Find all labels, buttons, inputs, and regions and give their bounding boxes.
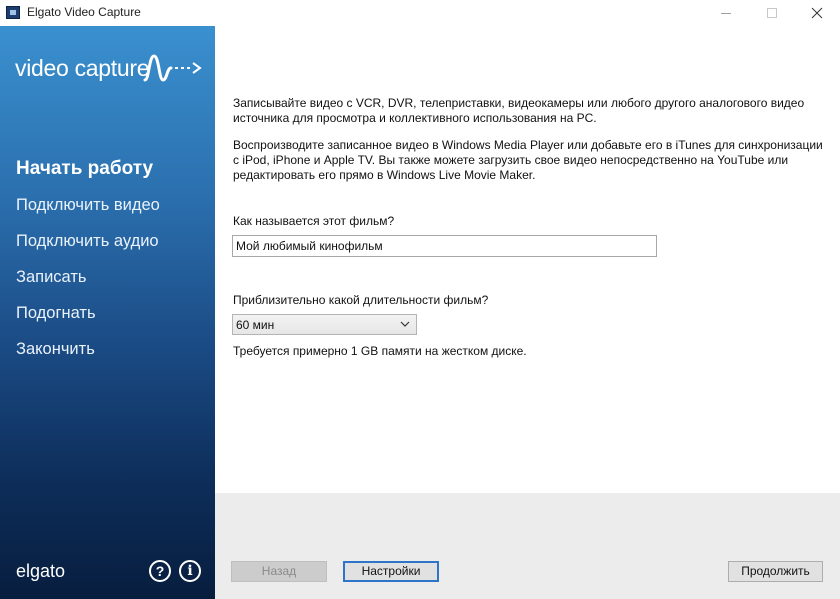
title-bar [0, 0, 840, 26]
main-panel [215, 26, 840, 493]
sidebar [0, 26, 215, 599]
video-capture-logo: video capture [15, 55, 150, 81]
maximize-button[interactable] [749, 0, 795, 26]
close-icon [811, 7, 823, 19]
elgato-app-icon [6, 6, 20, 19]
minimize-button[interactable] [703, 0, 749, 26]
info-circle-icon[interactable]: i [179, 560, 201, 582]
sidebar-item-finish[interactable]: Закончить [16, 340, 95, 358]
duration-label: Приблизительно какой длительности фильм? [233, 293, 489, 307]
minimize-icon [721, 13, 731, 14]
back-button[interactable]: Назад [231, 561, 327, 582]
sidebar-item-trim[interactable]: Подогнать [16, 304, 96, 322]
movie-title-label: Как называется этот фильм? [233, 214, 395, 228]
sidebar-item-get-started[interactable]: Начать работу [16, 158, 154, 179]
duration-select[interactable] [232, 314, 417, 335]
button-bar [215, 493, 840, 599]
sidebar-nav [16, 156, 160, 372]
intro-paragraph-2: Воспроизводите записанное видео в Windows Media Player или добавьте его в iTunes для синхронизации с iPod, iPhone и Apple TV. Вы также можете загрузить свое видео непосредственно на YouTube или редактировать его прямо в Windows Live Movie Maker. [233, 138, 823, 182]
elgato-brand: elgato [16, 561, 66, 581]
storage-note: Требуется примерно 1 GB памяти на жестком диске. [233, 344, 527, 358]
close-button[interactable] [794, 0, 840, 26]
duration-select-value: 60 мин [236, 318, 275, 332]
continue-button[interactable]: Продолжить [728, 561, 823, 582]
chevron-down-icon [400, 321, 410, 328]
movie-title-input[interactable]: Мой любимый кинофильм [232, 235, 657, 257]
window-title: Elgato Video Capture [27, 5, 141, 19]
signal-wave-icon [143, 52, 205, 84]
maximize-icon [767, 8, 777, 18]
settings-button[interactable]: Настройки [343, 561, 439, 582]
sidebar-item-connect-video[interactable]: Подключить видео [16, 196, 160, 214]
help-circle-icon[interactable]: ? [149, 560, 171, 582]
sidebar-item-record[interactable]: Записать [16, 268, 87, 286]
intro-paragraph-1: Записывайте видео с VCR, DVR, телеприставки, видеокамеры или любого другого аналогового видео источника для просмотра и коллективного использования на PC. [233, 96, 805, 125]
sidebar-item-connect-audio[interactable]: Подключить аудио [16, 232, 159, 250]
